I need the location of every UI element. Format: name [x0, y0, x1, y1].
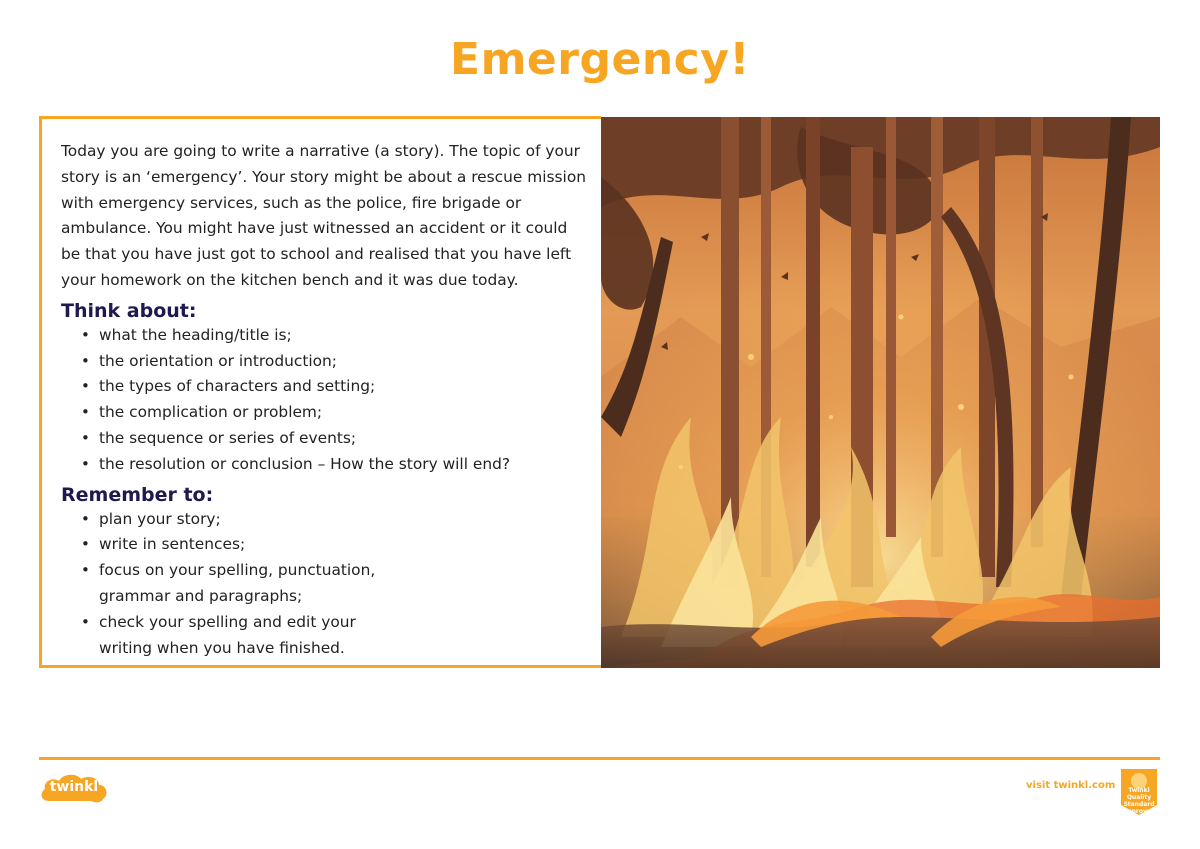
list-item: • the resolution or conclusion – How the story will end? [99, 452, 587, 478]
forest-fire-illustration [601, 117, 1160, 668]
bullet-icon: • [81, 403, 90, 422]
think-about-list [61, 323, 587, 478]
page-title: Emergency! [450, 34, 750, 85]
bullet-icon: • [81, 428, 90, 447]
quality-badge [1117, 765, 1161, 817]
list-item: • what the heading/title is; [99, 323, 587, 349]
bullet-icon: • [81, 509, 90, 528]
list-item: • the orientation or introduction; [99, 349, 587, 375]
bullet-icon: • [81, 377, 90, 396]
bullet-icon: • [81, 351, 90, 370]
list-item: • the complication or problem; [99, 400, 587, 426]
list-item: • the types of characters and setting; [99, 374, 587, 400]
content-card [39, 116, 1160, 668]
bullet-icon: • [81, 454, 90, 473]
bullet-icon: • [81, 612, 90, 631]
intro-paragraph: Today you are going to write a narrative (a story). The topic of your story is an ‘emergency’. Your story might be about a rescue mission with emergency services, such as the police, fire brigade or ambulance. You might have just witnessed an accident or it could be that you have just got to school and realised that you have left your homework on the kitchen bench and it was due today. [61, 142, 587, 289]
bullet-icon: • [81, 325, 90, 344]
footer-divider [39, 757, 1160, 760]
list-item: • check your spelling and edit your writing when you have finished. [99, 610, 587, 662]
think-about-heading: Think about: [61, 299, 197, 322]
bullet-icon: • [81, 535, 90, 554]
text-panel [39, 116, 601, 668]
twinkl-logo [39, 771, 109, 807]
list-item: • focus on your spelling, punctuation, grammar and paragraphs; [99, 558, 587, 610]
badge-text: Twinkl Quality Standard Approved [1122, 787, 1156, 815]
visit-link[interactable]: visit twinkl.com [1026, 780, 1116, 791]
logo-text: twinkl [49, 779, 99, 795]
remember-to-list [61, 507, 587, 662]
bullet-icon: • [81, 561, 90, 580]
list-item: • plan your story; [99, 507, 587, 533]
forest-fire-image [601, 117, 1160, 668]
list-item: • the sequence or series of events; [99, 426, 587, 452]
remember-to-heading: Remember to: [61, 483, 214, 506]
list-item: • write in sentences; [99, 532, 587, 558]
